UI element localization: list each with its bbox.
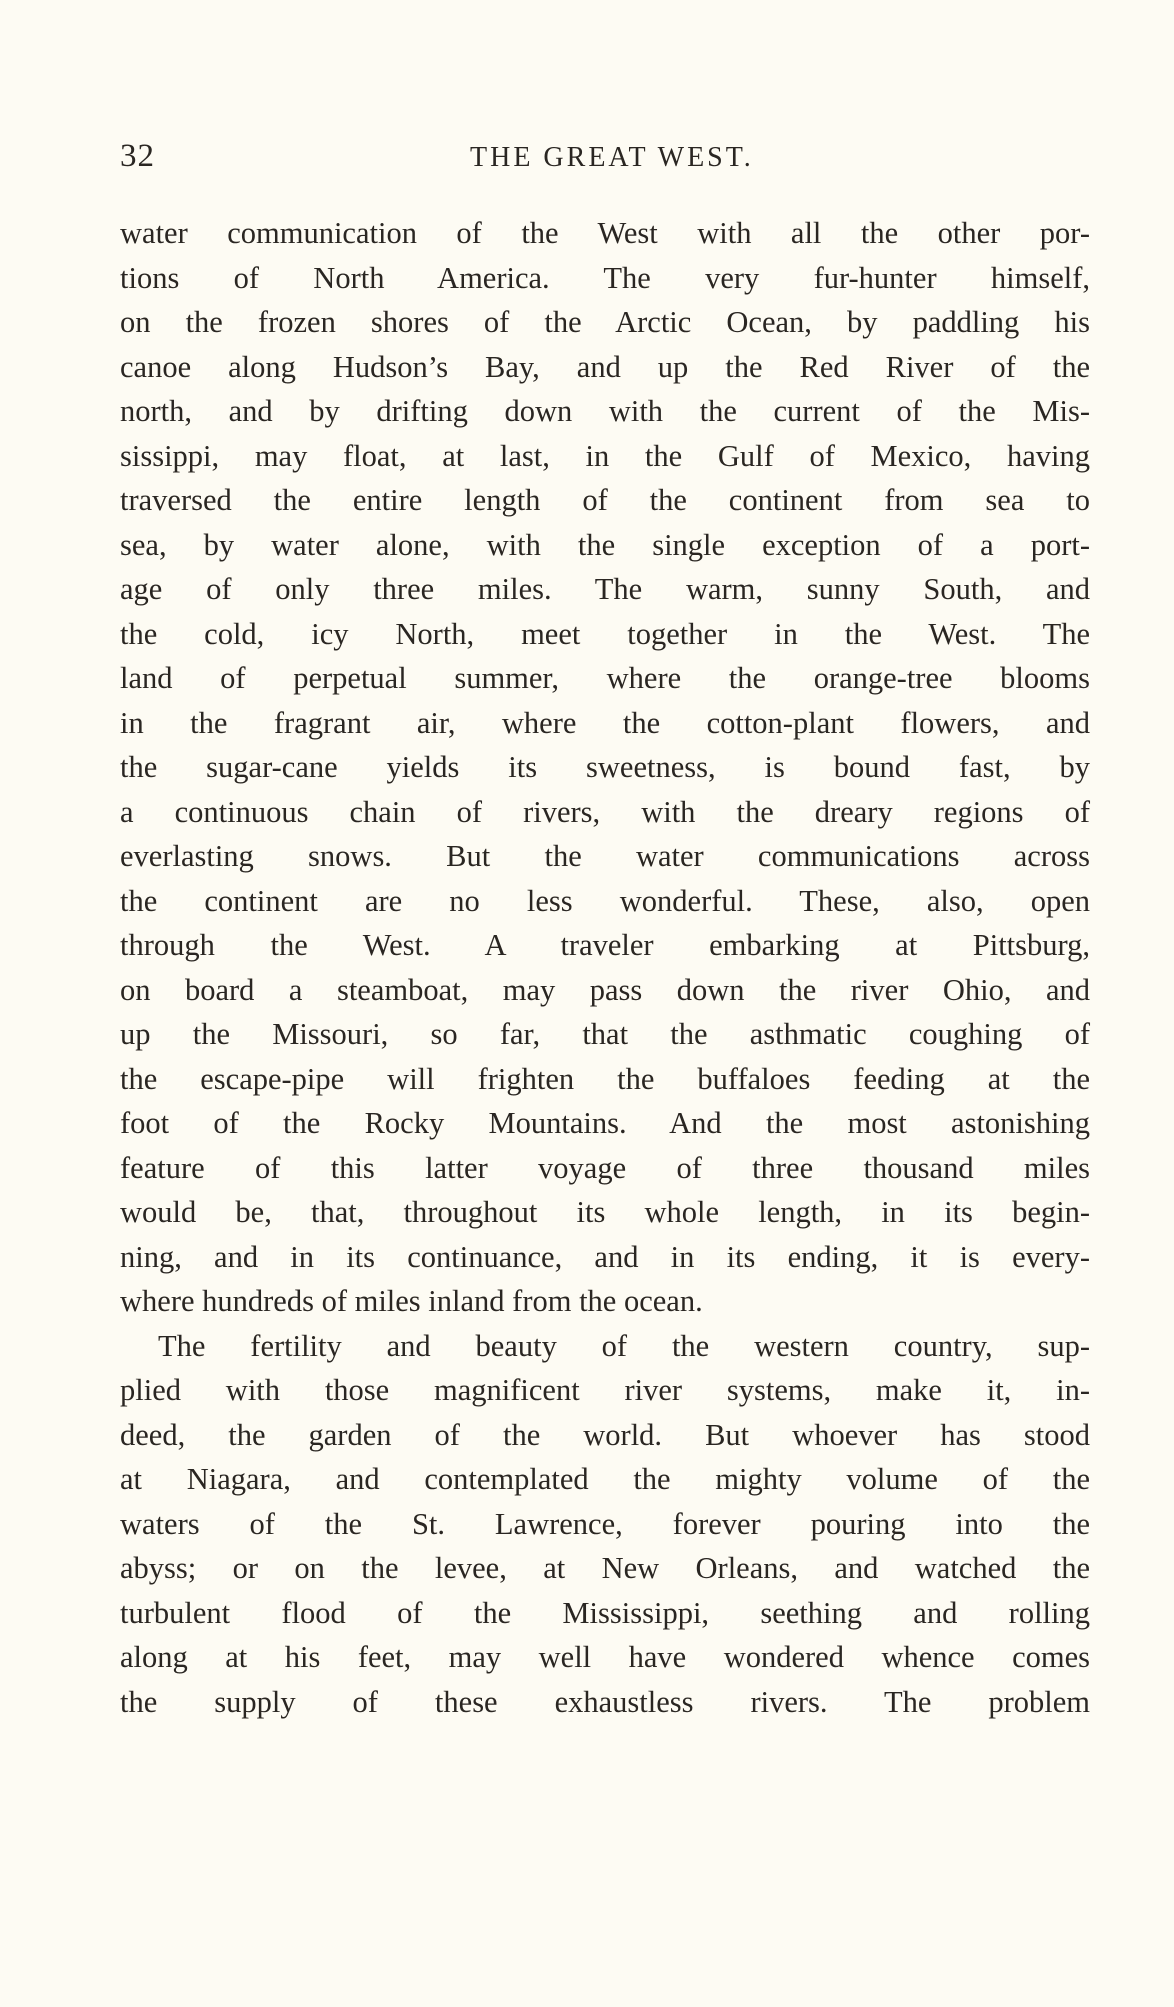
text-line: on the frozen shores of the Arctic Ocean, by paddling his <box>120 305 1090 339</box>
text-line: a continuous chain of rivers, with the dreary regions of <box>120 794 1090 829</box>
text-line: ning, and in its continuance, and in its ending, it is every- <box>120 1239 1090 1274</box>
text-line: traversed the entire length of the continent from sea to <box>120 483 1090 517</box>
text-line: would be, that, throughout its whole length, in its begin- <box>120 1195 1090 1229</box>
text-line: tions of North America. The very fur-hunter himself, <box>120 260 1090 295</box>
text-line: land of perpetual summer, where the orange-tree blooms <box>120 661 1090 695</box>
text-line: waters of the St. Lawrence, forever pouring into the <box>120 1506 1090 1541</box>
text-line: plied with those magnificent river systems, make it, in- <box>120 1373 1090 1407</box>
paragraph-start-line: The fertility and beauty of the western country, sup- <box>158 1328 1090 1363</box>
page-header <box>120 136 1090 176</box>
text-line: sea, by water alone, with the single exception of a port- <box>120 527 1090 562</box>
text-line: the supply of these exhaustless rivers. The problem <box>120 1684 1090 1719</box>
text-line: the continent are no less wonderful. These, also, open <box>120 883 1090 918</box>
text-line: abyss; or on the levee, at New Orleans, and watched the <box>120 1551 1090 1585</box>
text-line: the cold, icy North, meet together in the West. The <box>120 616 1090 651</box>
text-line: on board a steamboat, may pass down the river Ohio, and <box>120 972 1090 1007</box>
text-line: north, and by drifting down with the current of the Mis- <box>120 394 1090 428</box>
text-line: the escape-pipe will frighten the buffaloes feeding at the <box>120 1061 1090 1096</box>
text-line: the sugar-cane yields its sweetness, is bound fast, by <box>120 750 1090 784</box>
paragraph-end-line: where hundreds of miles inland from the ocean. <box>120 1284 703 1318</box>
text-line: foot of the Rocky Mountains. And the most astonishing <box>120 1106 1090 1140</box>
text-line: up the Missouri, so far, that the asthmatic coughing of <box>120 1017 1090 1051</box>
text-line: in the fragrant air, where the cotton-plant flowers, and <box>120 705 1090 740</box>
running-title: THE GREAT WEST. <box>470 142 754 173</box>
text-line: turbulent flood of the Mississippi, seething and rolling <box>120 1595 1090 1630</box>
text-line: everlasting snows. But the water communications across <box>120 839 1090 873</box>
text-line: age of only three miles. The warm, sunny South, and <box>120 572 1090 606</box>
text-line: sissippi, may float, at last, in the Gulf of Mexico, having <box>120 438 1090 473</box>
text-line: deed, the garden of the world. But whoever has stood <box>120 1417 1090 1452</box>
text-line: at Niagara, and contemplated the mighty volume of the <box>120 1462 1090 1496</box>
page-number: 32 <box>120 138 155 174</box>
text-line: feature of this latter voyage of three thousand miles <box>120 1150 1090 1185</box>
text-line: canoe along Hudson’s Bay, and up the Red River of the <box>120 349 1090 384</box>
text-line: through the West. A traveler embarking at Pittsburg, <box>120 928 1090 962</box>
body-text <box>120 211 1090 1724</box>
text-line: along at his feet, may well have wondered whence comes <box>120 1640 1090 1674</box>
text-line: water communication of the West with all the other por- <box>120 216 1090 250</box>
